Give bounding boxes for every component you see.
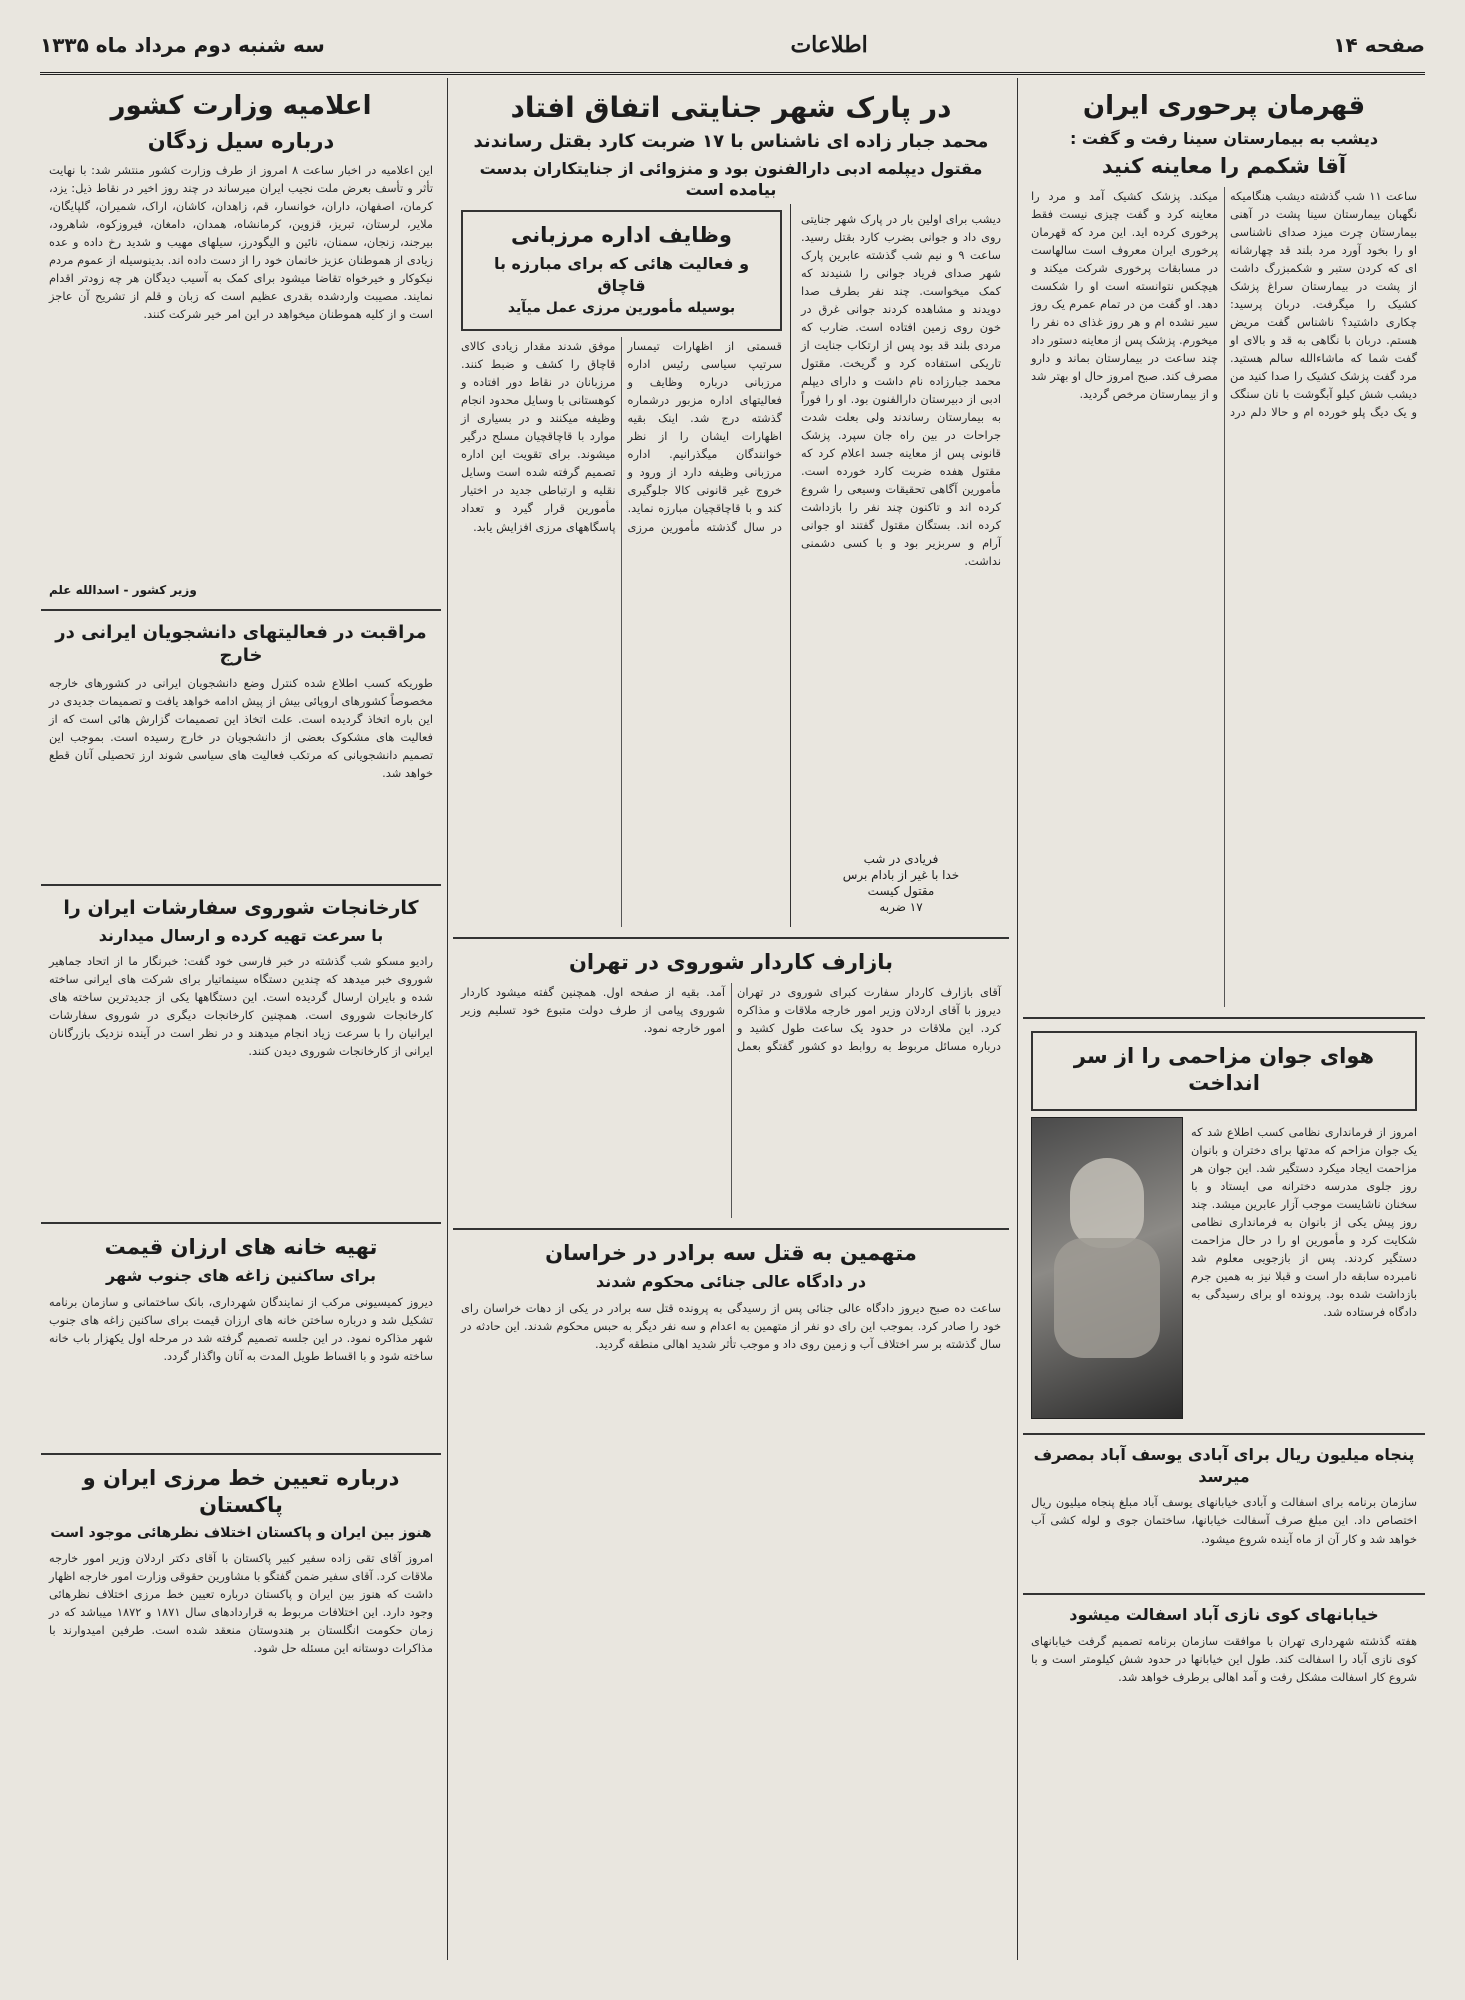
subheadline: درباره سیل زدگان [147,128,335,153]
headline: درباره تعیین خط مرزی ایران و پاکستان [82,1466,400,1518]
article-body: طوریکه کسب اطلاع شده کنترل وضع دانشجویان ایرانی در کشورهای خارجه مخصوصاً کشورهای اروپائی بیش از پیش ادامه خواهد یافت و تصمیمات جدیدی در این باره اتخاذ گردیده است. علت اتخاذ این تصمیمات گزارش هائی است که از فعالیت های مشکوک بعضی از دانشجویان در خارج رسیده است. بموجب این تصمیم دانشجویانی که مرتکب فعالیت های سیاسی شوند ارز تحصیلی آنان قطع خواهد شد. [49,675,433,780]
story-naziabad [1023,1595,1425,1722]
signature: وزیر کشور - اسدالله علم [49,583,197,598]
article-body: امروز از فرمانداری نظامی کسب اطلاع شد که یک جوان مزاحم که مدتها برای دختران و بانوان مزاحمت ایجاد میکرد دستگیر شد. این جوان هر روز جلوی مدرسه دخترانه می ایستاد و با سخنان ناشایست موجب آزار عابرین میشد. چند روز پیش یکی از بانوان به فرمانداری نظامی شکایت کرد و مأمورین او را در حال مزاحمت دستگیر کردند. پس از بازجویی معلوم شد نامبرده سابقه دار است و قبلا نیز به همین جرم بازداشت شده بود. پرونده او برای رسیدگی به دادگاه فرستاده شد. [1191,1125,1417,1320]
murder-story-text-column [801,204,1001,927]
issue-date: سه شنبه دوم مرداد ماه ۱۳۳۵ [40,33,325,57]
headline: پنجاه میلیون ریال برای آبادی یوسف آباد بمصرف میرسد [1033,1445,1415,1486]
headline: خیابانهای کوی نازی آباد اسفالت میشود [1069,1605,1379,1625]
subheadline: محمد جبار زاده ای ناشناس با ۱۷ ضربت کارد بقتل رساندند [473,131,989,153]
section-heading: خدا با غیر از بادام برس [842,867,960,882]
masthead [40,18,1425,75]
page-number: صفحه ۱۴ [1333,33,1425,57]
border-guard-story [461,204,791,927]
story-khorasan-murder [453,1230,1009,1499]
headline-box [461,210,782,331]
left-column [41,78,441,1960]
headline: کارخانجات شوروی سفارشات ایران را [63,896,419,919]
article-body: امروز آقای تقی زاده سفیر کبیر پاکستان با آقای دکتر اردلان وزیر امور خارجه ملاقات کرد. آقای سفیر ضمن گفتگو با مشاورین حقوقی وزارت امور خارجه اظهار داشت که هنوز بین ایران و پاکستان درباره تعیین خط مرزی اختلاف نظرهائی وجود دارد. این اختلافات مربوط به قراردادهای سال ۱۸۷۱ و ۱۸۷۲ میباشد که در زمان حکومت انگلستان بر هندوستان منعقد شده است. طرفین امیدوارند با مذاکرات دوستانه این مسئله حل شود. [49,1550,433,1655]
story-park-murder [453,78,1009,939]
story-iran-pakistan-border [41,1455,441,1808]
story-soviet-charge [453,939,1009,1229]
subheadline-quote: آقا شکمم را معاینه کنید [1101,154,1347,179]
headline: اعلامیه وزارت کشور [110,91,372,121]
column-rule-right [1017,78,1018,1960]
middle-column [453,78,1009,1960]
right-column [1023,78,1425,1960]
subheadline: هنوز بین ایران و پاکستان اختلاف نظرهائی موجود است [50,1524,432,1541]
photo-and-text [1031,1117,1417,1423]
section-heading: ۱۷ ضربه [879,899,923,914]
headline: در پارک شهر جنایتی اتفاق افتاد [510,91,952,124]
story-students-abroad [41,611,441,886]
headline: قهرمان پرحوری ایران [1082,91,1366,121]
section-heading: مقتول کیست [867,883,935,898]
murder-story-layout [461,204,1001,927]
subheadline-2: مقتول دیپلمه ادبی دارالفنون بود و منزوائی از جنایتکاران بدست بیامده است [479,158,983,200]
story-young-harasser [1023,1019,1425,1436]
article-body: دیروز کمیسیونی مرکب از نمایندگان شهرداری، بانک ساختمانی و سازمان برنامه تشکیل شد و درباره ساختن خانه های ارزان قیمت برای ساکنین زاغه های جنوب شهر مذاکره نمود. در این جلسه تصمیم گرفته شد در مرحله اول یکهزار باب خانه ساخته شود و با اقساط طویل المدت به آنان واگذار گردد. [49,1295,433,1364]
subheadline: دیشب به بیمارستان سینا رفت و گفت : [1069,128,1379,148]
photo-hands-shape [1054,1238,1160,1358]
headline: تهیه خانه های ارزان قیمت [104,1235,378,1260]
headline: بازارف کاردار شوروی در تهران [568,950,894,975]
article-body: ساعت ۱۱ شب گذشته دیشب هنگامیکه نگهبان بیمارستان سینا پشت در آهنی بیمارستان چرت میزد صدای ناشناسی او را بخود آورد مرد بلند قد چهارشانه ای که کردن ستبر و شکمبزرگ داشت از پشت در بیمارستان سراغ پزشک کشیک را میگرفت. دربان پرسید: چکاری داشتید؟ ناشناس گفت مریض هستم. دربان با نگاهی به قد و بالای او گفت شما که ماشاءالله سالم هستید. مرد گفت پزشک کشیک را صدا کنید من دیشب شش کیلو آبگوشت با نان سنگک و یک دیگ پلو خورده ام و حالا دلم درد میکند. پزشک کشیک آمد و مرد را معاینه کرد و گفت چیزی نیست فقط پرخوری کرده اید. این مرد که قهرمان پرخوری ایران معروف است سالهاست در مسابقات پرخوری شرکت میکند و هیچکس نتوانسته است او را شکست دهد. او گفت من در تمام عمرم یک روز سیر نشده ام و هر روز غذای ده نفر را میخورم. پزشک پس از معاینه دستور داد چند ساعت در بیمارستان بماند و دارو مصرف کند. صبح امروز حال او بهتر شد و از بیمارستان مرخص گردید. [1031,188,1417,419]
newspaper-name: اطلاعات [790,32,868,58]
column-rule-left [447,78,448,1960]
subheadline: در دادگاه عالی جنائی محکوم شدند [595,1271,867,1291]
article-body: آقای بازارف کاردار سفارت کبرای شوروی در تهران دیروز با آقای اردلان وزیر امور خارجه ملاقات و مذاکره کرد. این ملاقات در حدود یک ساعت طول کشید و درباره مسائل مربوط به روابط دو کشور گفتگو بعمل آمد. بقیه از صفحه اول. همچنین گفته میشود کاردار شوروی پیامی از طرف دولت متبوع خود تسلیم وزیر امور خارجه نمود. [461,984,1001,1053]
subheadline: با سرعت تهیه کرده و ارسال میدارند [98,925,384,945]
article-body: این اعلامیه در اخبار ساعت ۸ امروز از طرف وزارت کشور منتشر شد: با نهایت تأثر و تأسف بعرض ملت نجیب ایران میرساند در چند روز اخیر در نقاط ذیل: یزد، کرمان، اصفهان، داران، خوانسار، قم، زاهدان، کاشان، اراک، شمیران، گلپایگان، ملایر، لرستان، تبریز، قزوین، کرمانشاه، همدان، دامغان، فیروزکوه، شاهرود، بیرجند، زنجان، سمنان، نائین و الیگودرز، سیلهای مهیب و شدید رخ داده و عده زیادی از هموطنان عزیز خانمان خود را از دست داده اند. بدینوسیله از عموم مردم نیکوکار و خیرخواه تقاضا میشود برای کمک به آسیب دیدگان هر چه زودتر اقدام نمایند. مصیبت واردشده بقدری عظیم است که زبان و قلم از تشریح آن عاجز است و از کلیه هموطنان میخواهد در این امر خیر شرکت کنند. [49,163,433,322]
story-cheap-housing [41,1224,441,1455]
subheadline: برای ساکنین زاغه های جنوب شهر [106,1266,376,1286]
article-body: رادیو مسکو شب گذشته در خبر فارسی خود گفت: خبرنگار ما از اتحاد جماهیر شوروی خبر میدهد که چندین دستگاه سینماتیار برای شرکت های ایرانی ساخته شده و بایران ارسال گردیده است. این دستگاهها یکی از جدیدترین ساخته های کارخانجات شوروی است. همچنین کارخانجات دیگری در شوروی سفارشات ایرانیان را با سرعت زیاد انجام میدهند و در نظر است در آینده نزدیک بازرگانان ایرانی از کارخانجات شوروی دیدن کنند. [49,954,433,1059]
headline: هوای جوان مزاحمی را از سر انداخت [1073,1043,1375,1095]
story-soviet-factories [41,886,441,1224]
subheadline: و فعالیت هائی که برای مبارزه با قاچاق [493,254,750,295]
news-photo [1031,1117,1183,1419]
story-glutton-champion [1023,78,1425,1019]
article-body: قسمتی از اظهارات تیمسار سرتیپ سیاسی رئیس اداره مرزبانی درباره وظایف و فعالیتهای اداره مزبور درشماره گذشته درج شد. اینک بقیه اظهارات ایشان را از نظر خوانندگان میگذرانیم. اداره مرزبانی وظیفه دارد از ورود و خروج غیر قانونی کالا جلوگیری کند و با قاچاقچیان مبارزه نماید. در سال گذشته مأمورین مرزی موفق شدند مقدار زیادی کالای قاچاق را کشف و ضبط کنند. مرزبانان در نقاط دور افتاده و کوهستانی با وسایل محدود انجام وظیفه میکنند و در بسیاری از موارد با قاچاقچیان مسلح درگیر میشوند. برای تقویت این اداره تصمیم گرفته شده است وسایل نقلیه و ارتباطی جدید در اختیار مأمورین قرار گیرد و تعداد پاسگاههای مرزی افزایش یابد. [461,339,782,534]
subheadline-2: بوسیله مأمورین مرزی عمل میآید [507,300,736,317]
section-heading: فریادی در شب [863,851,939,866]
photo-face-shape [1070,1158,1144,1248]
story-yousefabad [1023,1435,1425,1595]
article-body: دیشب برای اولین بار در پارک شهر جنایتی روی داد و جوانی بضرب کارد بقتل رسید. ساعت ۹ و نیم شب گذشته عابرین پارک شهر صدای فریاد جوانی را شنیدند که کمک میخواست. چند نفر بطرف صدا دویدند و مشاهده کردند جوانی غرق در خون روی زمین افتاده است. ضارب که مردی بلند قد بود پس از ارتکاب جنایت از تاریکی استفاده کرد و گریخت. مقتول محمد جبارزاده نام داشت و دارای دیپلم ادبی از دبیرستان دارالفنون بود. او را فوراً به بیمارستان رساندند ولی بعلت شدت جراحات در بین راه جان سپرد. پزشک قانونی پس از معاینه جسد اعلام کرد که مقتول هفده ضربت کارد خورده است. مأمورین آگاهی تحقیقات وسیعی را شروع کرده اند و تاکنون چند نفر را بازداشت کرده اند. بستگان مقتول گفتند او جوانی آرام و سربزیر بود و با کسی دشمنی نداشت. [801,211,1001,569]
headline: متهمین به قتل سه برادر در خراسان [545,1240,917,1265]
headline: وظایف اداره مرزبانی [511,222,732,247]
headline-box [1031,1031,1417,1112]
article-body: ساعت ده صبح دیروز دادگاه عالی جنائی پس از رسیدگی به پرونده قتل سه برادر در یکی از دهات خراسان رای خود را صادر کرد. بموجب این رای دو نفر از متهمین به اعدام و سه نفر دیگر به حبس محکوم شدند. این حادثه در سال گذشته بر سر اختلاف آب و زمین روی داد و موجب تأثر شدید اهالی منطقه گردید. [461,1300,1001,1351]
story-interior-ministry [41,78,441,611]
article-body: هفته گذشته شهرداری تهران با موافقت سازمان برنامه تصمیم گرفت خیابانهای کوی نازی آباد را اسفالت کند. طول این خیابانها در حدود شش کیلومتر است و با شروع کار اسفالت مشکل رفت و آمد اهالی برطرف خواهد شد. [1031,1634,1417,1685]
article-body: سازمان برنامه برای اسفالت و آبادی خیابانهای یوسف آباد مبلغ پنجاه میلیون ریال اختصاص داد. این مبلغ صرف آسفالت خیابانها، ساختمان جوی و لوله کشی آب خواهد شد و کار آن از ماه آینده شروع میشود. [1031,1495,1417,1546]
headline: مراقبت در فعالیتهای دانشجویان ایرانی در خارج [55,622,427,667]
